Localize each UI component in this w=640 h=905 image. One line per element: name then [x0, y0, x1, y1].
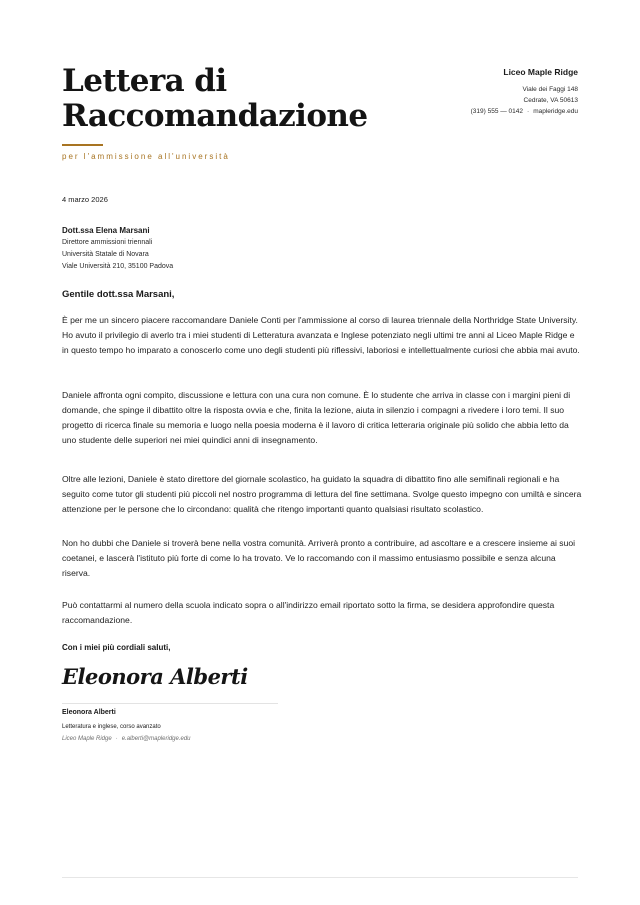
signer-role: Letteratura e inglese, corso avanzato — [62, 724, 161, 730]
page-title — [62, 64, 392, 134]
recipient-institution: Università Statale di Novara — [62, 251, 149, 258]
sender-address-1: Viale dei Faggi 148 — [522, 86, 578, 93]
signer-name: Eleonora Alberti — [62, 709, 116, 716]
body-paragraph-2: Daniele affronta ogni compito, discussione e lettura con una cura non comune. È lo studente che arriva in classe con i margini pieni di domande, che spinge il dibattito oltre la risposta ovvia e che, finita la lezione, aiuta in silenzio i compagni a rivedere i loro temi. Il suo progetto di ricerca finale su memoria e luogo nella poesia moderna è il lavoro di critica letteraria originale più solido che abbia letto da uno studente delle superiori nei miei quindici anni di insegnamento. — [62, 390, 571, 445]
accent-divider — [62, 144, 103, 146]
separator-dot: · — [115, 736, 118, 742]
signer-block — [62, 707, 191, 745]
sender-contact-line — [471, 106, 578, 117]
signer-email-link[interactable]: e.alberti@mapleridge.edu — [121, 736, 191, 742]
signer-contact-line — [62, 733, 191, 745]
page-subtitle: per l'ammissione all'università — [62, 152, 230, 161]
title-line-1: Lettera di — [62, 63, 227, 99]
sender-website-link[interactable]: mapleridge.edu — [533, 108, 578, 115]
signer-school: Liceo Maple Ridge — [62, 736, 112, 742]
body-paragraph-1: È per me un sincero piacere raccomandare Daniele Conti per l'ammissione al corso di laurea triennale della Northridge State University. Ho avuto il privilegio di averlo tra i miei studenti di Letteratura avanzata e Inglese potenziato negli ultimi tre anni al Liceo Maple Ridge e in questo tempo ho imparato a conoscerlo come uno degli studenti più riflessivi, laboriosi e intellettualmente curiosi che abbia mai avuto. — [62, 315, 580, 355]
letter-date: 4 marzo 2026 — [62, 195, 108, 204]
body-paragraph-4: Non ho dubbi che Daniele si troverà bene nella vostra comunità. Arriverà pronto a contribuire, ad ascoltare e a crescere insieme ai suoi coetanei, e lascerà l'istituto più forte di come lo ha trovato. Ve lo raccomando con il massimo entusiasmo possibile e senza alcuna riserva. — [62, 538, 576, 578]
body-paragraph-5: Può contattarmi al numero della scuola indicato sopra o all'indirizzo email riportato sotto la firma, se desidera approfondire questa raccomandazione. — [62, 600, 555, 625]
footer-divider — [62, 877, 578, 878]
recipient-role: Direttore ammissioni triennali — [62, 239, 153, 246]
signature: Eleonora Alberti — [62, 664, 248, 689]
salutation: Gentile dott.ssa Marsani, — [62, 289, 175, 300]
recipient-address: Viale Università 210, 35100 Padova — [62, 263, 174, 270]
closing-line: Con i miei più cordiali saluti, — [62, 643, 171, 652]
recipient-name: Dott.ssa Elena Marsani — [62, 226, 150, 235]
sender-phone: (319) 555 — 0142 — [470, 108, 524, 115]
title-line-2: Raccomandazione — [62, 98, 368, 134]
sender-address-2: Cedrate, VA 50613 — [523, 97, 578, 104]
body-paragraph-3: Oltre alle lezioni, Daniele è stato direttore del giornale scolastico, ha guidato la squadra di dibattito fino alle semifinali regionali e ha seguito come tutor gli studenti più piccoli nel nostro programma di lettura del fine settimana. Svolge questo impegno con umiltà e sincera attenzione per le persone che lo circondano: qualità che ritengo importanti quanto qualsiasi risultato scolastico. — [62, 474, 582, 514]
signature-rule — [62, 703, 278, 704]
sender-school: Liceo Maple Ridge — [503, 67, 578, 77]
recipient-block — [62, 225, 173, 273]
separator-dot: · — [527, 108, 530, 115]
sender-block — [471, 66, 578, 117]
